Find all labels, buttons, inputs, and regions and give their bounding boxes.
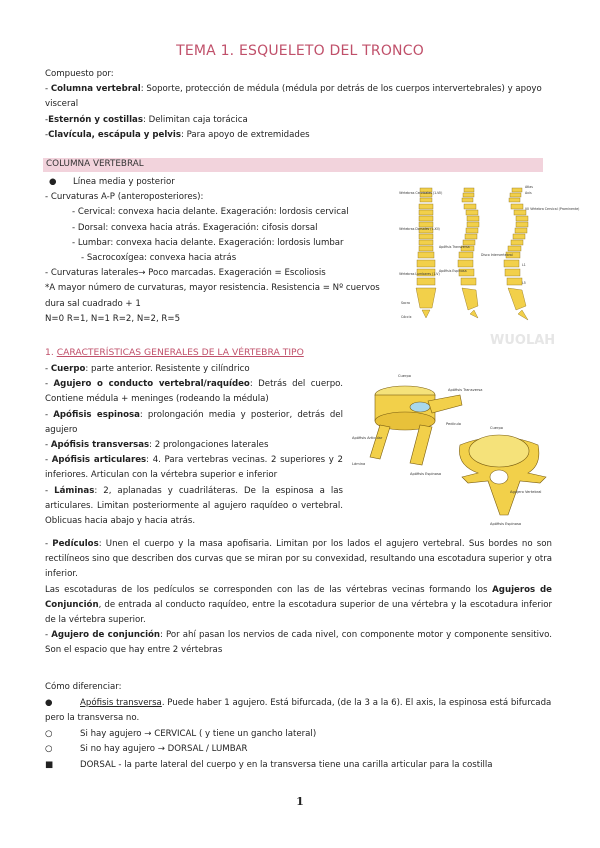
spine-label-dorsales: Vértebras Dorsales (1-XII) — [399, 227, 440, 231]
spine-label-coccix: Cóccix — [401, 315, 412, 319]
feature-escotaduras: Las escotaduras de los pedículos se corresponden con las de las vértebras vecinas formando los Agujeros de Conjunción, de entrada al conducto raquídeo, entre la escotadura superior de una vértebra y la escotadura inferior de la vértebra superior. — [45, 584, 552, 626]
intro-item-esternon: -Esternón y costillas: Delimitan caja torácica — [45, 114, 248, 125]
feature-cuerpo: - Cuerpo: parte anterior. Resistente y cilíndrico — [45, 364, 250, 374]
spine-label-disco: Disco Intervertebral — [481, 253, 513, 257]
vertebra-label-espinosa: Apófisis Espinosa — [410, 472, 442, 476]
intro-item-columna: - Columna vertebral: Soporte, protección de médula (médula por detrás de los cuerpos intervertebrales) y apoyo visceral — [45, 84, 542, 110]
curve-cervical: - Cervical: convexa hacia delante. Exageración: lordosis cervical — [72, 207, 349, 218]
feature-articulares: - Apófisis articulares: 4. Para vertebras vecinas. 2 superiores y 2 inferiores. Articulan con la vértebra superior e inferior — [45, 455, 343, 481]
feature-pediculos: - Pedículos: Unen el cuerpo y la masa apofisaria. Limitan por los lados el agujero vertebral. Sus bordes no son rectilíneos sino que describen dos curvas que se miran por su convexidad, resultando una escotadura superior y otra inferior. — [45, 539, 552, 580]
page-number: 1 — [296, 795, 304, 808]
spine-label-axis: Axis — [525, 191, 532, 195]
vertebra-label-cuerpo-top: Cuerpo — [490, 426, 503, 430]
spine-label-espinosa: Apófisis Espinosa — [439, 269, 467, 273]
diferenciar-bullet-1: ● Apófisis transversa. Puede haber 1 agujero. Está bifurcada, (de la 3 a la 6). El axis, la espinosa está bifurcada pero la transversa no. — [45, 698, 552, 724]
subsection-1-heading: 1. CARACTERÍSTICAS GENERALES DE LA VÉRTEBRA TIPO — [45, 347, 304, 358]
resistencia-note: *A mayor número de curvaturas, mayor resistencia. Resistencia = Nº cuervos dura sal cuadrado + 1 — [45, 283, 380, 309]
vertebra-features-cont — [45, 537, 552, 659]
vertebra-label-transversa: Apófisis Transversa — [448, 388, 483, 392]
diferenciar-sub-2: ○ Si no hay agujero → DORSAL / LUMBAR — [45, 744, 248, 754]
spine-figure — [398, 180, 580, 350]
vertebra-figure — [350, 365, 548, 530]
vertebra-label-pediculo: Pedículo — [446, 422, 461, 426]
spine-label-vii-cervical: VII Vértebra Cervical (Prominente) — [525, 207, 580, 211]
vertebra-label-lamina: Lámina — [352, 462, 366, 466]
feature-espinosa: - Apófisis espinosa: prolongación media y posterior, detrás del agujero — [45, 409, 343, 435]
curve-dorsal: - Dorsal: convexa hacia atrás. Exageración: cifosis dorsal — [72, 222, 318, 233]
section-header-label: COLUMNA VERTEBRAL — [46, 159, 144, 169]
diferenciar-sub-1: ○ Si hay agujero → CERVICAL ( y tiene un gancho lateral) — [45, 729, 317, 739]
curve-sacro: - Sacrocoxígea: convexa hacia atrás — [81, 253, 237, 264]
intro-item-clavicula: -Clavícula, escápula y pelvis: Para apoyo de extremidades — [45, 129, 310, 140]
curvaturas-laterales: - Curvaturas laterales→ Poco marcadas. Exageración = Escoliosis — [45, 268, 326, 279]
vertebra-label-espinosa-top: Apófisis Espinosa — [490, 522, 522, 526]
diferenciar-lead: Cómo diferenciar: — [45, 682, 122, 692]
spine-label-lumbares: Vértebras Lumbares (1-V) — [399, 272, 440, 276]
diferenciar-dorsal: ■ DORSAL - la parte lateral del cuerpo y en la transversa tiene una carilla articular para la costilla — [45, 760, 493, 770]
spine-label-sacro: Sacro — [401, 301, 410, 305]
vertebra-label-agujero: Agujero Vertebral — [510, 490, 542, 494]
bullet-linea-media: ● Línea media y posterior — [49, 177, 175, 187]
spine-label-l5: L5 — [522, 281, 526, 285]
spine-illustration — [398, 180, 580, 350]
resistencia-formula: N=0 R=1, N=1 R=2, N=2, R=5 — [45, 313, 181, 324]
feature-transversas: - Apófisis transversas: 2 prolongaciones laterales — [45, 440, 269, 451]
columna-block — [45, 175, 385, 327]
page-title: TEMA 1. ESQUELETO DEL TRONCO — [176, 43, 424, 59]
vertebra-label-cuerpo: Cuerpo — [398, 374, 411, 378]
section-header — [43, 158, 543, 172]
spine-label-transversa: Apófisis Transversa — [439, 245, 470, 249]
spine-watermark: WUOLAH — [490, 333, 556, 348]
spine-label-cervicales: Vértebras Cervicales (1-VII) — [399, 191, 443, 195]
curvaturas-ap: - Curvaturas A-P (anteroposteriores): — [45, 192, 204, 203]
feature-laminas: - Láminas: 2, aplanadas y cuadriláteras. De la espinosa a las articulares. Limitan posteriormente al agujero raquídeo o vertebral. Oblicuas hacia abajo y hacia atrás. — [45, 485, 343, 527]
spine-label-atlas: Atlas — [525, 185, 533, 189]
feature-agujero: - Agujero o conducto vertebral/raquídeo: Detrás del cuerpo. Contiene médula + meninges (rodeando la médula) — [45, 379, 343, 405]
curve-lumbar: - Lumbar: convexa hacia delante. Exageración: lordosis lumbar — [72, 237, 344, 248]
vertebra-label-articular: Apófisis Articular — [352, 436, 383, 440]
feature-conjuncion: - Agujero de conjunción: Por ahí pasan los nervios de cada nivel, con componente motor y componente sensitivo. Son el espacio que hay entre 2 vértebras — [45, 630, 552, 656]
intro-lead: Compuesto por: — [45, 69, 114, 79]
vertebra-features — [45, 362, 343, 529]
spine-label-l1: L1 — [522, 263, 526, 267]
intro-block — [45, 67, 552, 143]
vertebra-illustration — [350, 365, 548, 530]
